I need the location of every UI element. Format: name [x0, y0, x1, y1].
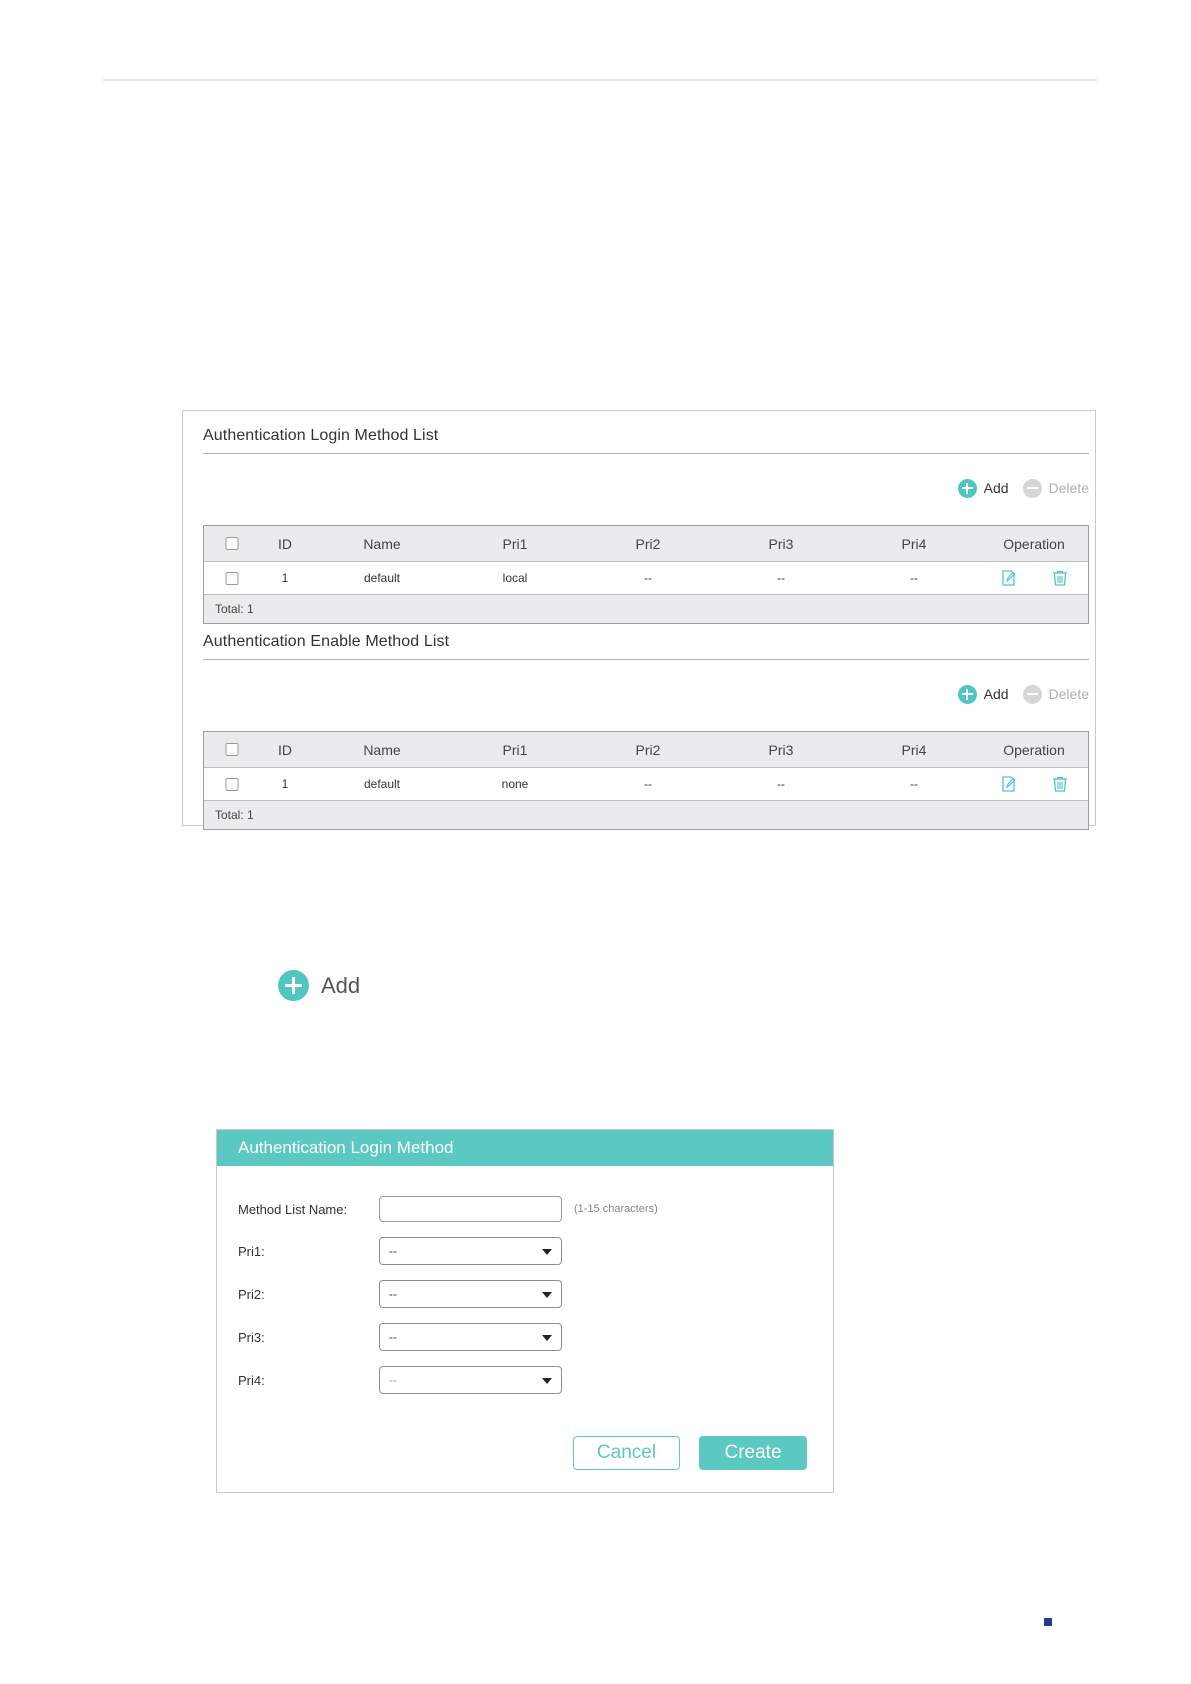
delete-button-label: Delete: [1048, 686, 1089, 702]
cell-pri4: --: [910, 571, 918, 585]
dropdown-arrow-icon: [542, 1249, 552, 1255]
cell-pri4: --: [910, 777, 918, 791]
table-footer: [204, 801, 1088, 829]
method-list-name-input[interactable]: [379, 1196, 562, 1222]
add-button[interactable]: [958, 685, 1009, 704]
cell-pri2: --: [644, 777, 652, 791]
column-header-pri1: Pri1: [502, 535, 528, 552]
pri2-row: [238, 1279, 818, 1309]
pri2-value: --: [389, 1287, 397, 1301]
add-button-label: Add: [983, 480, 1009, 496]
table-header: [204, 732, 1088, 768]
delete-button[interactable]: [1023, 479, 1089, 498]
pri4-label: Pri4:: [238, 1372, 265, 1388]
add-button[interactable]: [958, 479, 1009, 498]
pri1-value: --: [389, 1244, 397, 1258]
row-checkbox[interactable]: [226, 778, 239, 791]
section-title: Authentication Login Method List: [203, 427, 1089, 454]
cell-pri2: --: [644, 571, 652, 585]
pri3-label: Pri3:: [238, 1329, 265, 1345]
column-header-id: ID: [278, 741, 292, 758]
cell-pri1: none: [501, 777, 529, 791]
pri2-label: Pri2:: [238, 1286, 265, 1302]
trash-icon[interactable]: [1051, 569, 1069, 587]
cell-id: 1: [281, 571, 289, 585]
cell-name: default: [363, 571, 401, 585]
dropdown-arrow-icon: [542, 1378, 552, 1384]
dropdown-arrow-icon: [542, 1335, 552, 1341]
column-header-id: ID: [278, 535, 292, 552]
pri3-value: --: [389, 1330, 397, 1344]
trash-icon[interactable]: [1051, 775, 1069, 793]
column-header-operation: Operation: [1003, 741, 1065, 758]
total-count: Total: 1: [215, 808, 254, 822]
pri2-select[interactable]: [379, 1280, 562, 1308]
cell-id: 1: [281, 777, 289, 791]
method-lists-panel: [182, 410, 1096, 826]
pri4-value: --: [389, 1373, 397, 1387]
enable-method-table: [203, 731, 1089, 830]
section-title: Authentication Enable Method List: [203, 633, 1089, 660]
column-header-pri4: Pri4: [901, 741, 927, 758]
pri1-row: [238, 1236, 818, 1266]
row-checkbox[interactable]: [226, 572, 239, 585]
cancel-button[interactable]: Cancel: [573, 1436, 680, 1470]
pri4-row: [238, 1365, 818, 1395]
edit-icon[interactable]: [1000, 775, 1018, 793]
dialog-title: Authentication Login Method: [217, 1130, 833, 1166]
login-method-dialog: [216, 1129, 834, 1493]
add-button-illustration[interactable]: [278, 970, 360, 1001]
minus-circle-icon: [1023, 685, 1042, 704]
column-header-name: Name: [363, 535, 401, 552]
column-header-pri3: Pri3: [768, 741, 794, 758]
select-all-checkbox[interactable]: [226, 743, 239, 756]
dropdown-arrow-icon: [542, 1292, 552, 1298]
plus-circle-icon: [278, 970, 309, 1001]
pri3-select[interactable]: [379, 1323, 562, 1351]
column-header-pri2: Pri2: [635, 535, 661, 552]
minus-circle-icon: [1023, 479, 1042, 498]
plus-circle-icon: [958, 685, 977, 704]
table-row: [204, 562, 1088, 595]
select-all-checkbox[interactable]: [226, 537, 239, 550]
column-header-pri4: Pri4: [901, 535, 927, 552]
column-header-pri3: Pri3: [768, 535, 794, 552]
login-method-list-section: [203, 427, 1089, 616]
edit-icon[interactable]: [1000, 569, 1018, 587]
cell-pri3: --: [777, 777, 785, 791]
enable-method-list-section: [203, 633, 1089, 822]
delete-button[interactable]: [1023, 685, 1089, 704]
pri3-row: [238, 1322, 818, 1352]
table-header: [204, 526, 1088, 562]
cell-name: default: [363, 777, 401, 791]
login-list-toolbar: [944, 478, 1089, 498]
column-header-pri1: Pri1: [502, 741, 528, 758]
page-marker: [1044, 1618, 1052, 1626]
login-method-table: [203, 525, 1089, 624]
pri1-select[interactable]: [379, 1237, 562, 1265]
enable-list-toolbar: [944, 684, 1089, 704]
method-list-name-label: Method List Name:: [238, 1201, 348, 1217]
table-row: [204, 768, 1088, 801]
pri1-label: Pri1:: [238, 1243, 265, 1259]
delete-button-label: Delete: [1048, 480, 1089, 496]
method-list-name-row: [238, 1194, 818, 1224]
pri4-select[interactable]: [379, 1366, 562, 1394]
column-header-operation: Operation: [1003, 535, 1065, 552]
add-button-label: Add: [983, 686, 1009, 702]
column-header-name: Name: [363, 741, 401, 758]
add-button-label: Add: [321, 972, 361, 998]
cell-pri3: --: [777, 571, 785, 585]
cell-pri1: local: [502, 571, 528, 585]
plus-circle-icon: [958, 479, 977, 498]
page-header-rule: [103, 79, 1097, 81]
column-header-pri2: Pri2: [635, 741, 661, 758]
create-button[interactable]: Create: [699, 1436, 807, 1470]
total-count: Total: 1: [215, 602, 254, 616]
method-list-name-hint: (1-15 characters): [574, 1203, 658, 1215]
table-footer: [204, 595, 1088, 623]
